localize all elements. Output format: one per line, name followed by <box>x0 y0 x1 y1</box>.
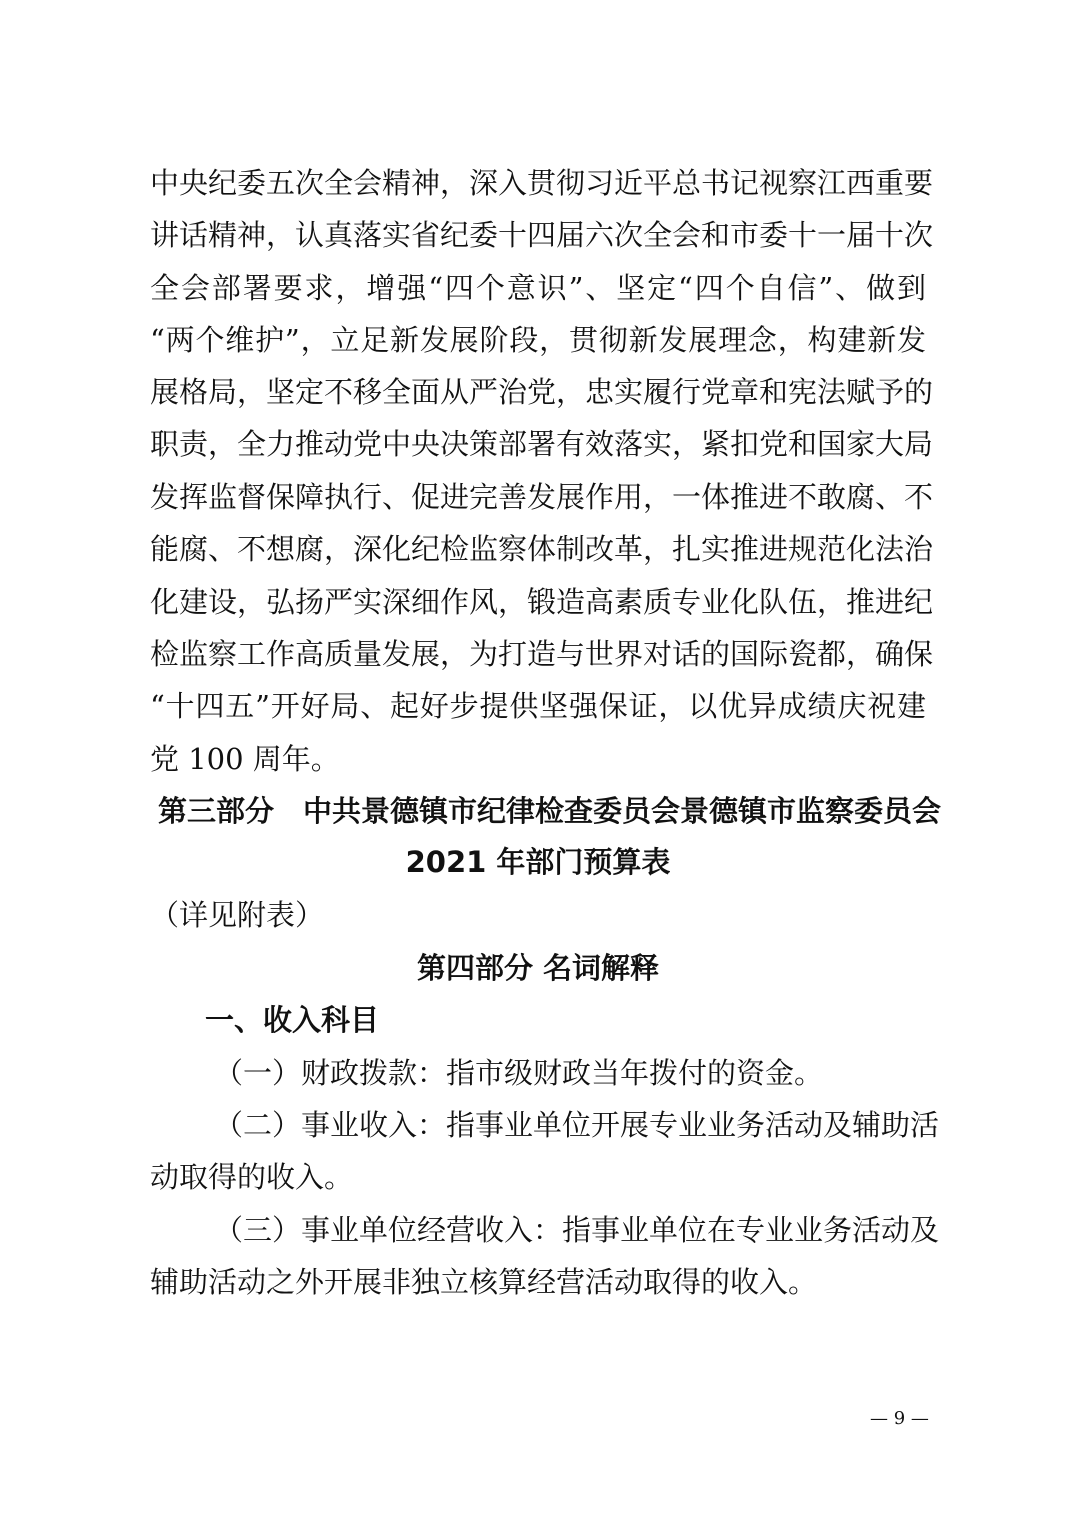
part4-title: 第四部分 名词解释 <box>416 951 660 985</box>
definition-item: （二）事业收入：指事业单位开展专业业务活动及辅助活 <box>214 1108 940 1142</box>
attachment-note: （详见附表） <box>150 898 325 932</box>
text-line: 发挥监督保障执行、促进完善发展作用，一体推进不敢腐、不 <box>150 480 934 514</box>
text-line: 党 100 周年。 <box>150 742 340 776</box>
text-line: 全会部署要求，增强“四个意识”、坚定“四个自信”、做到 <box>150 271 926 305</box>
definition-item: （三）事业单位经营收入：指事业单位在专业业务活动及 <box>214 1213 940 1247</box>
text-line: “两个维护”，立足新发展阶段，贯彻新发展理念，构建新发 <box>150 323 926 357</box>
text-line: 讲话精神，认真落实省纪委十四届六次全会和市委十一届十次 <box>150 218 934 252</box>
part3-title: 第三部分 中共景德镇市纪律检查委员会景德镇市监察委员会 <box>158 794 942 828</box>
page-number: — 9 — <box>870 1408 929 1429</box>
definition-item: （一）财政拨款：指市级财政当年拨付的资金。 <box>214 1056 824 1090</box>
text-line: 中央纪委五次全会精神，深入贯彻习近平总书记视察江西重要 <box>150 166 934 200</box>
text-line: 职责，全力推动党中央决策部署有效落实，紧扣党和国家大局 <box>150 427 934 461</box>
text-line: 展格局，坚定不移全面从严治党，忠实履行党章和宪法赋予的 <box>150 375 934 409</box>
part3-title-line2: 2021 年部门预算表 <box>405 845 671 879</box>
definition-item-cont: 辅助活动之外开展非独立核算经营活动取得的收入。 <box>150 1265 818 1299</box>
text-line: “十四五”开好局、起好步提供坚强保证，以优异成绩庆祝建 <box>150 689 926 723</box>
text-line: 化建设，弘扬严实深细作风，锻造高素质专业化队伍，推进纪 <box>150 585 934 619</box>
text-line: 能腐、不想腐，深化纪检监察体制改革，扎实推进规范化法治 <box>150 532 934 566</box>
definition-item-cont: 动取得的收入。 <box>150 1160 354 1194</box>
section-heading: 一、收入科目 <box>205 1003 380 1037</box>
text-line: 检监察工作高质量发展，为打造与世界对话的国际瓷都，确保 <box>150 637 934 671</box>
